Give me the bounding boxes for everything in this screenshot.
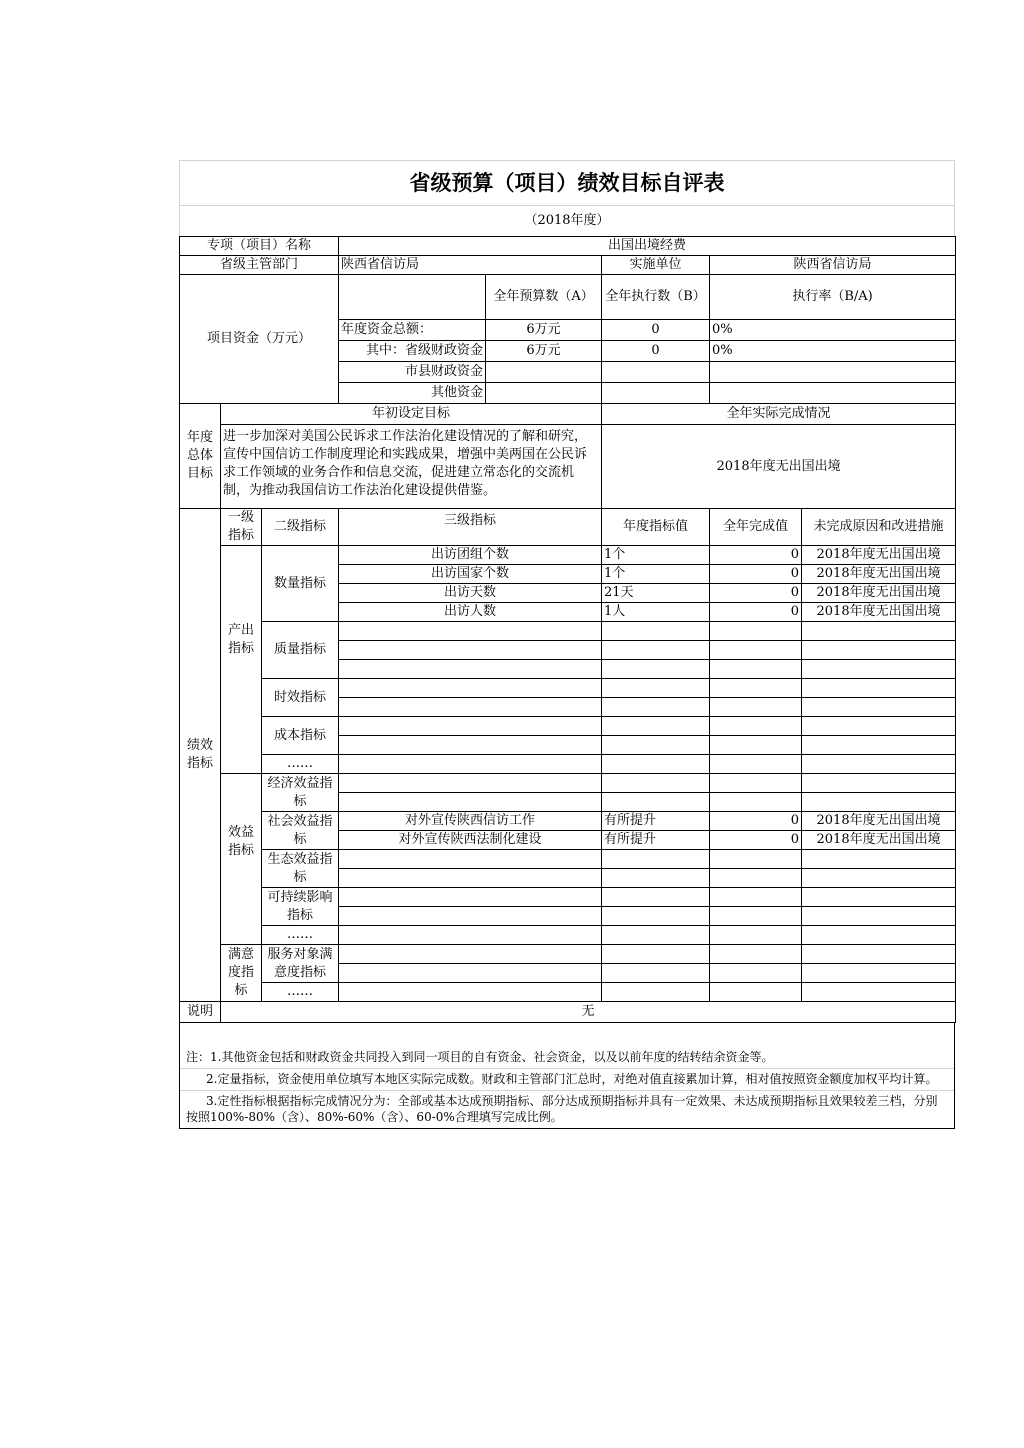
empty-cell	[710, 717, 802, 736]
form-year: （2018年度）	[524, 213, 610, 228]
empty-cell	[339, 907, 602, 926]
indicator-reason: 2018年度无出国出境	[802, 831, 956, 850]
ecological-label: 生态效益指标	[262, 850, 339, 888]
funds-row-rate: 0%	[710, 320, 956, 341]
empty-cell	[602, 983, 710, 1002]
indicator-name: 出访团组个数	[339, 546, 602, 565]
funds-header-row	[180, 275, 956, 320]
indicator-name: 出访天数	[339, 584, 602, 603]
empty-cell	[602, 717, 710, 736]
indicator-target: 1个	[602, 546, 710, 565]
indicator-target: 21天	[602, 584, 710, 603]
empty-cell	[339, 945, 602, 964]
indicator-done: 0	[710, 546, 802, 565]
output-ellipsis-row	[180, 755, 956, 774]
perf-h-done: 全年完成值	[710, 509, 802, 546]
empty-cell	[339, 698, 602, 717]
empty-cell	[602, 850, 710, 869]
empty-cell	[339, 983, 602, 1002]
empty-cell	[710, 660, 802, 679]
satisfaction-ellipsis: ……	[262, 983, 339, 1002]
note-1: 注：1.其他资金包括和财政资金共同投入到同一项目的自有资金、社会资金，以及以前年度的结转结余资金等。	[186, 1050, 774, 1064]
sustain-row	[180, 888, 956, 907]
empty-cell	[339, 869, 602, 888]
timeliness-label: 时效指标	[262, 679, 339, 717]
empty-cell	[710, 964, 802, 983]
remark-label: 说明	[180, 1002, 221, 1023]
indicator-done: 0	[710, 584, 802, 603]
perf-h-level3: 三级指标	[339, 509, 602, 546]
empty-cell	[339, 850, 602, 869]
empty-cell	[602, 755, 710, 774]
indicator-done: 0	[710, 603, 802, 622]
indicator-reason: 2018年度无出国出境	[802, 603, 956, 622]
empty-cell	[602, 679, 710, 698]
empty-cell	[339, 793, 602, 812]
empty-cell	[339, 964, 602, 983]
quality-label: 质量指标	[262, 622, 339, 679]
funds-row-exec	[602, 362, 710, 383]
empty-cell	[802, 907, 956, 926]
empty-cell	[710, 698, 802, 717]
benefit-ellipsis-row	[180, 926, 956, 945]
funds-row-budget: 6万元	[486, 320, 602, 341]
empty-cell	[802, 622, 956, 641]
empty-cell	[710, 983, 802, 1002]
empty-cell	[602, 774, 710, 793]
funds-row-budget	[486, 362, 602, 383]
evaluation-form	[179, 160, 955, 1129]
empty-cell	[802, 755, 956, 774]
impl-value: 陕西省信访局	[710, 256, 956, 275]
quality-row	[180, 622, 956, 641]
empty-cell	[339, 622, 602, 641]
empty-cell	[710, 869, 802, 888]
service-label: 服务对象满意度指标	[262, 945, 339, 983]
indicator-name: 出访国家个数	[339, 565, 602, 584]
funds-row-exec: 0	[602, 320, 710, 341]
goal-col-set: 年初设定目标	[221, 404, 602, 425]
impl-label: 实施单位	[602, 256, 710, 275]
funds-row-budget	[486, 383, 602, 404]
indicator-done: 0	[710, 565, 802, 584]
empty-cell	[802, 945, 956, 964]
remark-row	[180, 1002, 956, 1023]
empty-cell	[710, 679, 802, 698]
empty-cell	[710, 774, 802, 793]
empty-cell	[802, 736, 956, 755]
empty-cell	[710, 850, 802, 869]
funds-row-label: 市县财政资金	[339, 362, 486, 383]
empty-cell	[339, 888, 602, 907]
evaluation-table	[179, 236, 956, 1023]
satisfaction-ellipsis-row	[180, 983, 956, 1002]
empty-cell	[802, 793, 956, 812]
indicator-target: 1人	[602, 603, 710, 622]
goal-header-row	[180, 404, 956, 425]
economic-row	[180, 774, 956, 793]
funds-row-label: 其他资金	[339, 383, 486, 404]
funds-row-label: 年度资金总额：	[339, 320, 486, 341]
empty-cell	[602, 641, 710, 660]
empty-cell	[602, 945, 710, 964]
indicator-name: 对外宣传陕西信访工作	[339, 812, 602, 831]
empty-cell	[710, 641, 802, 660]
indicator-reason: 2018年度无出国出境	[802, 812, 956, 831]
empty-cell	[802, 717, 956, 736]
empty-cell	[339, 660, 602, 679]
empty-cell	[339, 717, 602, 736]
indicator-done: 0	[710, 831, 802, 850]
empty-cell	[602, 660, 710, 679]
benefit-label: 效益指标	[221, 774, 262, 945]
indicator-reason: 2018年度无出国出境	[802, 565, 956, 584]
dept-value: 陕西省信访局	[339, 256, 602, 275]
perf-header-row	[180, 509, 956, 546]
funds-label: 项目资金（万元）	[180, 275, 339, 404]
timeliness-row	[180, 679, 956, 698]
benefit-ellipsis: ……	[262, 926, 339, 945]
social-label: 社会效益指标	[262, 812, 339, 850]
project-name-label: 专项（项目）名称	[180, 237, 339, 256]
note-2: 2.定量指标，资金使用单位填写本地区实际完成数。财政和主管部门汇总时，对绝对值直接累加计算，相对值按照资金额度加权平均计算。	[180, 1068, 954, 1090]
social-row	[180, 812, 956, 831]
quantity-label: 数量指标	[262, 546, 339, 622]
empty-cell	[802, 679, 956, 698]
dept-label: 省级主管部门	[180, 256, 339, 275]
project-name-row	[180, 237, 956, 256]
indicator-reason: 2018年度无出国出境	[802, 546, 956, 565]
cost-row	[180, 717, 956, 736]
sustain-label: 可持续影响指标	[262, 888, 339, 926]
empty-cell	[710, 907, 802, 926]
perf-h-level1: 一级指标	[221, 509, 262, 546]
indicator-reason: 2018年度无出国出境	[802, 584, 956, 603]
funds-row-budget: 6万元	[486, 341, 602, 362]
quantity-row	[180, 546, 956, 565]
perf-label: 绩效指标	[180, 509, 221, 1002]
form-title: 省级预算（项目）绩效目标自评表	[180, 161, 954, 206]
funds-col-exec: 全年执行数（B）	[602, 275, 710, 320]
empty-cell	[802, 983, 956, 1002]
empty-cell	[710, 736, 802, 755]
goal-actual-text: 2018年度无出国出境	[602, 425, 956, 509]
empty-cell	[339, 755, 602, 774]
empty-cell	[339, 774, 602, 793]
empty-cell	[802, 888, 956, 907]
funds-col-rate: 执行率（B/A)	[710, 275, 956, 320]
funds-col-budget: 全年预算数（A）	[486, 275, 602, 320]
empty-cell	[802, 869, 956, 888]
funds-row-rate: 0%	[710, 341, 956, 362]
empty-cell	[802, 850, 956, 869]
empty-cell	[710, 888, 802, 907]
empty-cell	[802, 926, 956, 945]
goal-col-actual: 全年实际完成情况	[602, 404, 956, 425]
title-box	[179, 160, 955, 236]
department-row	[180, 256, 956, 275]
empty-cell	[339, 641, 602, 660]
funds-row-rate	[710, 383, 956, 404]
ecological-row	[180, 850, 956, 869]
perf-h-level2: 二级指标	[262, 509, 339, 546]
empty-cell	[802, 698, 956, 717]
notes-section	[179, 1023, 955, 1129]
empty-cell	[602, 964, 710, 983]
notes-gap	[180, 1023, 954, 1047]
empty-cell	[602, 888, 710, 907]
funds-header-blank	[339, 275, 486, 320]
cost-label: 成本指标	[262, 717, 339, 755]
indicator-done: 0	[710, 812, 802, 831]
indicator-name: 出访人数	[339, 603, 602, 622]
empty-cell	[802, 660, 956, 679]
output-ellipsis: ……	[262, 755, 339, 774]
indicator-target: 1个	[602, 565, 710, 584]
perf-h-target: 年度指标值	[602, 509, 710, 546]
empty-cell	[602, 793, 710, 812]
empty-cell	[710, 793, 802, 812]
goal-set-text: 进一步加深对美国公民诉求工作法治化建设情况的了解和研究，宣传中国信访工作制度理论和实践成果，增强中美两国在公民诉求工作领域的业务合作和信息交流，促进建立常态化的交流机制，为推动我国信访工作法治化建设提供借鉴。	[221, 425, 602, 509]
empty-cell	[602, 622, 710, 641]
empty-cell	[710, 945, 802, 964]
funds-row-label: 其中：省级财政资金	[339, 341, 486, 362]
empty-cell	[602, 736, 710, 755]
indicator-target: 有所提升	[602, 812, 710, 831]
empty-cell	[339, 736, 602, 755]
satisfaction-row	[180, 945, 956, 964]
perf-h-reason: 未完成原因和改进措施	[802, 509, 956, 546]
empty-cell	[802, 774, 956, 793]
indicator-name: 对外宣传陕西法制化建设	[339, 831, 602, 850]
empty-cell	[710, 622, 802, 641]
goal-label: 年度总体目标	[180, 404, 221, 509]
empty-cell	[710, 926, 802, 945]
empty-cell	[602, 869, 710, 888]
output-label: 产出指标	[221, 546, 262, 774]
empty-cell	[602, 698, 710, 717]
empty-cell	[339, 926, 602, 945]
empty-cell	[802, 964, 956, 983]
funds-row-rate	[710, 362, 956, 383]
note-3: 3.定性指标根据指标完成情况分为：全部或基本达成预期指标、部分达成预期指标并具有一定效果、未达成预期指标且效果较差三档，分别按照100%-80%（含）、80%-60%（含）、60-0%合理填写完成比例。	[180, 1090, 954, 1128]
empty-cell	[602, 907, 710, 926]
empty-cell	[339, 679, 602, 698]
empty-cell	[710, 755, 802, 774]
empty-cell	[802, 641, 956, 660]
goal-content-row	[180, 425, 956, 509]
satisfaction-label: 满意度指标	[221, 945, 262, 1002]
funds-row-exec: 0	[602, 341, 710, 362]
project-name-value: 出国出境经费	[339, 237, 956, 256]
remark-value: 无	[221, 1002, 956, 1023]
economic-label: 经济效益指标	[262, 774, 339, 812]
funds-row-exec	[602, 383, 710, 404]
empty-cell	[602, 926, 710, 945]
indicator-target: 有所提升	[602, 831, 710, 850]
